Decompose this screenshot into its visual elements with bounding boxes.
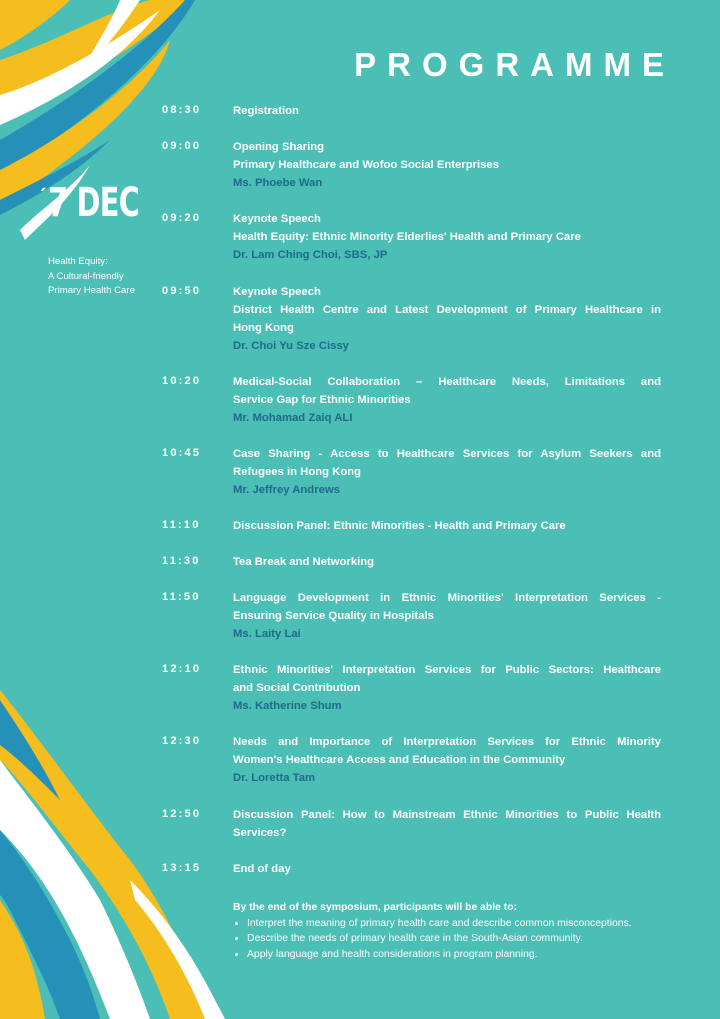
schedule-item (233, 138, 661, 192)
schedule-item (233, 661, 661, 715)
session-speaker: Ms. Phoebe Wan (233, 177, 323, 189)
date-accent-mark: ´ (40, 186, 47, 208)
session-speaker: Mr. Mohamad Zaiq ALI (233, 412, 353, 424)
event-subtitle (48, 255, 135, 299)
session-title: Refugees in Hong Kong (233, 466, 362, 478)
page-title: PROGRAMME (354, 46, 675, 83)
schedule-item (233, 553, 661, 571)
schedule-time: 12:10 (162, 663, 202, 675)
schedule-time: 12:30 (162, 735, 202, 747)
schedule-time: 10:45 (162, 447, 202, 459)
objectives-heading: By the end of the symposium, participants will be able to: (233, 902, 518, 913)
session-title: Discussion Panel: Ethnic Minorities - Health and Primary Care (233, 520, 566, 532)
subtitle-line: Health Equity: (48, 256, 108, 267)
session-title: Case Sharing - Access to Healthcare Services for Asylum Seekers and (233, 448, 661, 460)
learning-objectives (233, 900, 673, 962)
session-speaker: Mr. Jeffrey Andrews (233, 484, 340, 496)
session-speaker: Ms. Laity Lai (233, 628, 301, 640)
session-title: Language Development in Ethnic Minorities' Interpretation Services - (233, 592, 661, 604)
session-title: Primary Healthcare and Wofoo Social Enterprises (233, 159, 499, 171)
schedule-item (233, 445, 661, 499)
schedule-time: 12:50 (162, 808, 202, 820)
subtitle-line: A Cultural-friendly (48, 270, 124, 282)
session-speaker: Dr. Lam Ching Choi, SBS, JP (233, 249, 388, 261)
schedule-item (233, 733, 661, 787)
schedule-item (233, 210, 661, 264)
session-title: Registration (233, 105, 299, 117)
session-title: Keynote Speech (233, 286, 321, 298)
objective-item: • Apply language and health considerations in program planning. (247, 947, 673, 963)
subtitle-line: Primary Health Care (48, 285, 135, 296)
schedule-item (233, 517, 661, 535)
schedule-time: 09:20 (162, 212, 202, 224)
schedule-time: 09:50 (162, 285, 202, 297)
schedule-time: 09:00 (162, 140, 202, 152)
session-title: Medical-Social Collaboration – Healthcare Needs, Limitations and (233, 376, 661, 388)
session-speaker: Ms. Katherine Shum (233, 700, 342, 712)
session-title: and Social Contribution (233, 682, 361, 694)
schedule-item (233, 283, 661, 355)
schedule-item (233, 806, 661, 842)
session-title: Opening Sharing (233, 141, 325, 153)
schedule-time: 10:20 (162, 375, 202, 387)
schedule-time: 11:10 (162, 519, 201, 531)
event-date: 7 DEC (48, 180, 140, 226)
session-speaker: Dr. Choi Yu Sze Cissy (233, 340, 349, 352)
schedule-item (233, 373, 661, 427)
session-title: Services? (233, 827, 287, 839)
session-title: Ethnic Minorities' Interpretation Services for Public Sectors: Healthcare (233, 664, 661, 676)
session-title: Hong Kong (233, 322, 294, 334)
schedule-item (233, 102, 661, 120)
session-title: Women's Healthcare Access and Education in the Community (233, 754, 566, 766)
session-title: Keynote Speech (233, 213, 321, 225)
session-title: Ensuring Service Quality in Hospitals (233, 610, 434, 622)
schedule-time: 13:15 (162, 862, 202, 874)
schedule-time: 08:30 (162, 104, 202, 116)
schedule-item (233, 589, 661, 643)
schedule-time: 11:30 (162, 555, 201, 567)
objective-item: • Interpret the meaning of primary health care and describe common misconceptions. (247, 916, 673, 932)
session-speaker: Dr. Loretta Tam (233, 772, 316, 784)
session-title: District Health Centre and Latest Development of Primary Healthcare in (233, 304, 661, 316)
schedule-item (233, 860, 661, 878)
session-title: Needs and Importance of Interpretation Services for Ethnic Minority (233, 736, 661, 748)
session-title: End of day (233, 863, 291, 875)
objectives-list (233, 916, 673, 963)
objective-item: • Describe the needs of primary health care in the South-Asian community. (247, 931, 673, 947)
schedule-time: 11:50 (162, 591, 201, 603)
session-title: Health Equity: Ethnic Minority Elderlies' Health and Primary Care (233, 231, 581, 243)
session-title: Service Gap for Ethnic Minorities (233, 394, 411, 406)
session-title: Discussion Panel: How to Mainstream Ethnic Minorities to Public Health (233, 809, 661, 821)
session-title: Tea Break and Networking (233, 556, 375, 568)
